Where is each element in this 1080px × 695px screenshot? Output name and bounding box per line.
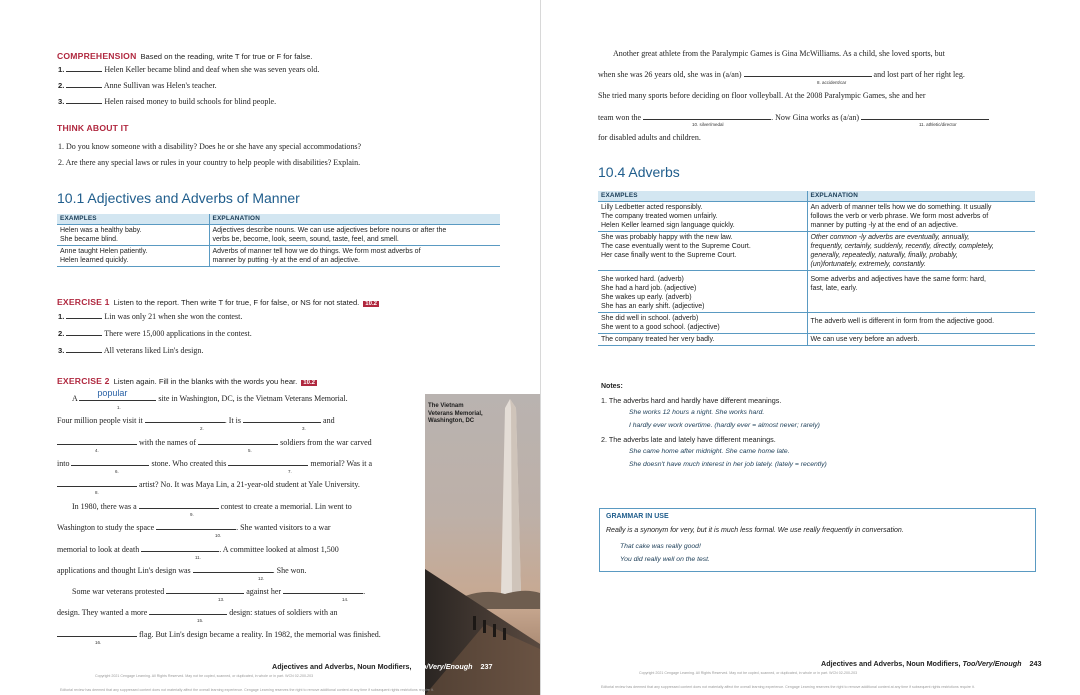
- note-example: She doesn't have much interest in her job lately. (lately = recently): [629, 461, 827, 468]
- exercise1-item: 2. There were 15,000 applications in the contest.: [58, 329, 252, 338]
- note-example: She came home after midnight. She came home late.: [629, 448, 790, 455]
- answer-blank[interactable]: [243, 415, 321, 423]
- table-row: She did well in school. (adverb) She went to a good school. (adjective) The adverb well is different in form from the adjective good.: [598, 312, 1035, 333]
- comprehension-heading: COMPREHENSION: [57, 51, 137, 61]
- note-example: She works 12 hours a night. She works hard.: [629, 409, 765, 416]
- grammar-in-use-example: You did really well on the test.: [620, 556, 710, 563]
- exercise2-instruction: Listen again. Fill in the blanks with the words you hear.: [113, 377, 298, 386]
- comprehension-item: 1. Helen Keller became blind and deaf when she was seven years old.: [58, 65, 320, 74]
- page-footer: Adjectives and Adverbs, Noun Modifiers, Too/Very/Enough 237: [272, 662, 493, 671]
- page-number: 243: [1029, 659, 1042, 668]
- table-row: She was probably happy with the new law. The case eventually went to the Supreme Court. Her case finally went to the Supreme Court. Other common -ly adverbs are eventually, annually, frequently, certainly, suddenly, recently, directly, completely, generally, repeatedly, naturally, finally, probably, (un)fortunately, extremely, constantly.: [598, 231, 1035, 270]
- note-example: I hardly ever work overtime. (hardly ever = almost never; rarely): [629, 422, 820, 429]
- grammar-in-use-box: [599, 508, 1036, 572]
- answer-blank[interactable]: [744, 69, 872, 77]
- audio-track-icon[interactable]: 10.2: [303, 380, 315, 386]
- think-heading: THINK ABOUT IT: [57, 123, 129, 133]
- comprehension-instruction: Based on the reading, write T for true or F for false.: [140, 52, 313, 61]
- answer-blank[interactable]: [66, 328, 102, 336]
- think-item: 2. Are there any special laws or rules in your country to help people with disabilities? Explain.: [58, 158, 361, 167]
- table-row: Lilly Ledbetter acted responsibly. The company treated women unfairly. Helen Keller learned sign language quickly. An adverb of manner tells how we do something. It usually follows the verb or verb phrase. We form most adverbs of manner by putting -ly at the end of an adjective.: [598, 201, 1035, 231]
- answer-blank[interactable]: [57, 629, 137, 637]
- table-row: The company treated her very badly. We can use very before an adverb.: [598, 333, 1035, 345]
- answer-blank[interactable]: [156, 522, 236, 530]
- note: 2. The adverbs late and lately have different meanings.: [601, 435, 776, 444]
- answer-blank[interactable]: [66, 345, 102, 353]
- answer-blank[interactable]: [66, 311, 102, 319]
- page-footer: Adjectives and Adverbs, Noun Modifiers, Too/Very/Enough 243: [821, 659, 1042, 668]
- answer-blank[interactable]: [193, 565, 273, 573]
- copyright: Copyright 2021 Cengage Learning. All Rights Reserved. May not be copied, scanned, or duplicated, in whole or in part. WCN 02-200-203: [95, 674, 314, 678]
- passage-line: applications and thought Lin's design was . She won.: [57, 566, 307, 575]
- col-explanation: EXPLANATION: [807, 191, 1035, 201]
- memorial-photo: [425, 394, 540, 695]
- grammar-in-use-text: Really is a synonym for very, but it is much less formal. We use really frequently in conversation.: [606, 527, 904, 534]
- passage-line: for disabled adults and children.: [598, 133, 701, 142]
- left-page: COMPREHENSION Based on the reading, write T for true or F for false. 1. Helen Keller became blind and deaf when she was seven years old. 2. Anne Sullivan was Helen's teacher. 3. Helen raised money to build schools for blind people. THINK ABOUT IT 1. Do you know someone with a disability? Does he or she have any special accommodations? 2. Are there any special laws or rules in your country to help people with disabilities? Explain. 10.1 Adjectives and Adverbs of Manner EXAMPLES EXPLANATION Helen was a healthy baby. She became blind. Adjectives describe nouns. We can use adjectives before nouns or after the verbs be, become, look, seem, sound, taste, feel, and smell. Anne taught Helen patiently. Helen learned quickly. Adverbs of manner tell how we do things. We form most adverbs of manner by putting -ly at the end of an adjective. EXERCISE 1 Listen to the report. Then write T for true, F for false, or NS for not stated. 10.2 1. Lin was only 21 when she won the contest. 2. There were 15,000 applications in the contest. 3. All veterans liked Lin's design. EXERCISE 2 Listen again. Fill in the blanks with the words you hear. 10.2 A popular site in Washington, DC, is the Vietnam Veterans Memorial. 1. Four million people visit it . It is and 2. 3. with the names of soldiers from the war carved 4. 5. into stone. Who created this memorial? Was it a 6. 7. artist? No. It was Maya Lin, a 21-year-old student at Yale University. 8. In 1980, there was a contest to create a memorial. Lin went to 9. Washington to study the space . She wanted visitors to a war 10. memorial to look at death . A committee looked at almost 1,500 11. applications and thought Lin's design was . She won. 12. Some war veterans protested against her . 13. 14. design. They wanted a more design: statues of soldiers with an 15. flag. But Lin's design became a reality. In 1982, the memorial was finished. 16. The Vietnam Veterans Memorial, Washington, DC Adjectives and Adverbs, Noun Modifiers, Too/Very/Enough 237 Copyright 2021 Cengage Learning. All Rights Reserved. May not be copied, scanned, or duplicated, in whole or in part. WCN 02-200-203 Editorial review has deemed that any suppressed content does not materially affect the overall learning experience. Cengage Learning reserves the right to remove additional content at any time if subsequent rights restrictions require it.: [0, 0, 540, 695]
- passage-line: with the names of soldiers from the war carved: [57, 437, 372, 447]
- passage-line: Some war veterans protested against her .: [72, 587, 366, 596]
- grammar-table: [598, 191, 1035, 346]
- page-number: 237: [480, 662, 493, 671]
- audio-track-icon[interactable]: 10.2: [365, 301, 377, 307]
- answer-blank[interactable]: [66, 64, 102, 72]
- passage-line: memorial to look at death . A committee looked at almost 1,500: [57, 545, 339, 554]
- handwritten-answer: popular: [97, 388, 128, 398]
- answer-blank[interactable]: [79, 388, 156, 401]
- washington-monument-icon: [425, 394, 540, 695]
- exercise1-instruction: Listen to the report. Then write T for true, F for false, or NS for not stated.: [113, 298, 360, 307]
- answer-blank[interactable]: [139, 501, 219, 509]
- passage-line: team won the . Now Gina works as (a/an): [598, 112, 989, 122]
- think-item: 1. Do you know someone with a disability? Does he or she have any special accommodations?: [58, 142, 362, 151]
- exercise1-item: 1. Lin was only 21 when she won the contest.: [58, 312, 243, 321]
- answer-blank[interactable]: [71, 458, 149, 466]
- passage-line: when she was 26 years old, she was in (a/an) and lost part of her right leg.: [598, 70, 965, 79]
- section-title: 10.4 Adverbs: [598, 164, 680, 180]
- passage-line: Washington to study the space . She wanted visitors to a war: [57, 523, 331, 532]
- answer-blank[interactable]: [57, 437, 137, 445]
- passage-line: Four million people visit it . It is and: [57, 416, 335, 425]
- grammar-in-use-example: That cake was really good!: [620, 543, 701, 550]
- comprehension-heading-row: [57, 46, 312, 64]
- copyright: Copyright 2021 Cengage Learning. All Rights Reserved. May not be copied, scanned, or duplicated, in whole or in part. WCN 02-200-203: [639, 671, 858, 675]
- passage-line: design. They wanted a more design: statues of soldiers with an: [57, 608, 338, 617]
- answer-blank[interactable]: [198, 437, 278, 445]
- exercise1-heading-row: [57, 292, 379, 310]
- exercise2-heading-row: [57, 371, 317, 389]
- passage-line: artist? No. It was Maya Lin, a 21-year-old student at Yale University.: [57, 479, 360, 489]
- comprehension-item: 2. Anne Sullivan was Helen's teacher.: [58, 81, 217, 90]
- answer-blank[interactable]: [228, 458, 308, 466]
- answer-blank[interactable]: [149, 607, 227, 615]
- exercise1-item: 3. All veterans liked Lin's design.: [58, 346, 204, 355]
- passage-line: A popular site in Washington, DC, is the Vietnam Veterans Memorial.: [72, 388, 348, 403]
- col-examples: EXAMPLES: [57, 214, 209, 224]
- comprehension-item: 3. Helen raised money to build schools for blind people.: [58, 97, 277, 106]
- answer-blank[interactable]: [66, 96, 102, 104]
- passage-line: In 1980, there was a contest to create a memorial. Lin went to: [72, 502, 352, 511]
- grammar-in-use-label: GRAMMAR IN USE: [606, 513, 669, 520]
- notes-label: Notes:: [601, 383, 623, 390]
- table-row: Anne taught Helen patiently. Helen learned quickly. Adverbs of manner tell how we do things. We form most adverbs of manner by putting -ly at the end of an adjective.: [57, 245, 500, 266]
- table-row: Helen was a healthy baby. She became blind. Adjectives describe nouns. We can use adjectives before nouns or after the verbs be, become, look, seem, sound, taste, feel, and smell.: [57, 224, 500, 245]
- answer-blank[interactable]: [861, 112, 989, 120]
- answer-blank[interactable]: [166, 586, 244, 594]
- passage-line: She tried many sports before deciding on floor volleyball. At the 2008 Paralympic Games, she and her: [598, 91, 926, 100]
- section-title: 10.1 Adjectives and Adverbs of Manner: [57, 190, 300, 206]
- passage-line: Another great athlete from the Paralympic Games is Gina McWilliams. As a child, she loved sports, but: [613, 49, 945, 58]
- exercise2-heading: EXERCISE 2: [57, 376, 110, 386]
- col-examples: EXAMPLES: [598, 191, 807, 201]
- note: 1. The adverbs hard and hardly have different meanings.: [601, 396, 782, 405]
- table-row: She worked hard. (adverb) She had a hard job. (adjective) She wakes up early. (adverb) She has an early shift. (adjective) Some adverbs and adjectives have the same form: hard, fast, late, early.: [598, 270, 1035, 312]
- col-explanation: EXPLANATION: [209, 214, 500, 224]
- answer-blank[interactable]: [66, 80, 102, 88]
- answer-blank[interactable]: [643, 112, 771, 120]
- photo-caption: The Vietnam Veterans Memorial, Washington, DC: [428, 403, 483, 424]
- answer-blank[interactable]: [145, 415, 225, 423]
- exercise1-heading: EXERCISE 1: [57, 297, 110, 307]
- passage-line: flag. But Lin's design became a reality. In 1982, the memorial was finished.: [57, 629, 381, 639]
- copyright-2: Editorial review has deemed that any suppressed content does not materially affect the overall learning experience. Cengage Learning reserves the right to remove additional content at any time if subsequent rights restrictions require it.: [60, 688, 434, 692]
- grammar-table: [57, 214, 500, 267]
- answer-blank[interactable]: [283, 586, 363, 594]
- copyright-2: Editorial review has deemed that any suppressed content does not materially affect the overall learning experience. Cengage Learning reserves the right to remove additional content at any time if subsequent rights restrictions require it.: [601, 685, 975, 689]
- answer-blank[interactable]: [57, 479, 137, 487]
- right-page: Another great athlete from the Paralympic Games is Gina McWilliams. As a child, she loved sports, but when she was 26 years old, she was in (a/an) and lost part of her right leg. 8. accident/car She tried many sports before deciding on floor volleyball. At the 2008 Paralympic Games, she and her team won the . Now Gina works as (a/an) 10. silver/medal 11. athletic/director for disabled adults and children. 10.4 Adverbs EXAMPLES EXPLANATION Lilly Ledbetter acted responsibly. The company treated women unfairly. Helen Keller learned sign language quickly. An adverb of manner tells how we do something. It usually follows the verb or verb phrase. We form most adverbs of manner by putting -ly at the end of an adjective. She was probably happy with the new law. The case eventually went to the Supreme Court. Her case finally went to the Supreme Court. Other common -ly adverbs are eventually, annually, frequently, certainly, suddenly, recently, directly, completely, generally, repeatedly, naturally, finally, probably, (un)fortunately, extremely, constantly. She worked hard. (adverb) She had a hard job. (adjective) She wakes up early. (adverb) She has an early shift. (adjective) Some adverbs and adjectives have the same form: hard, fast, late, early. She did well in school. (adverb) She went to a good school. (adjective) The adverb well is different in form from the adjective good. The company treated her very badly. We can use very before an adverb. Notes: 1. The adverbs hard and hardly have different meanings. She works 12 hours a night. She works hard. I hardly ever work overtime. (hardly ever = almost never; rarely) 2. The adverbs late and lately have different meanings. She came home after midnight. She came home late. She doesn't have much interest in her job lately. (lately = recently) GRAMMAR IN USE Really is a synonym for very, but it is much less formal. We use really frequently in conversation. That cake was really good! You did really well on the test. Adjectives and Adverbs, Noun Modifiers, Too/Very/Enough 243 Copyright 2021 Cengage Learning. All Rights Reserved. May not be copied, scanned, or duplicated, in whole or in part. WCN 02-200-203 Editorial review has deemed that any suppressed content does not materially affect the overall learning experience. Cengage Learning reserves the right to remove additional content at any time if subsequent rights restrictions require it.: [541, 0, 1080, 695]
- answer-blank[interactable]: [141, 544, 219, 552]
- passage-line: into stone. Who created this memorial? Was it a: [57, 459, 373, 468]
